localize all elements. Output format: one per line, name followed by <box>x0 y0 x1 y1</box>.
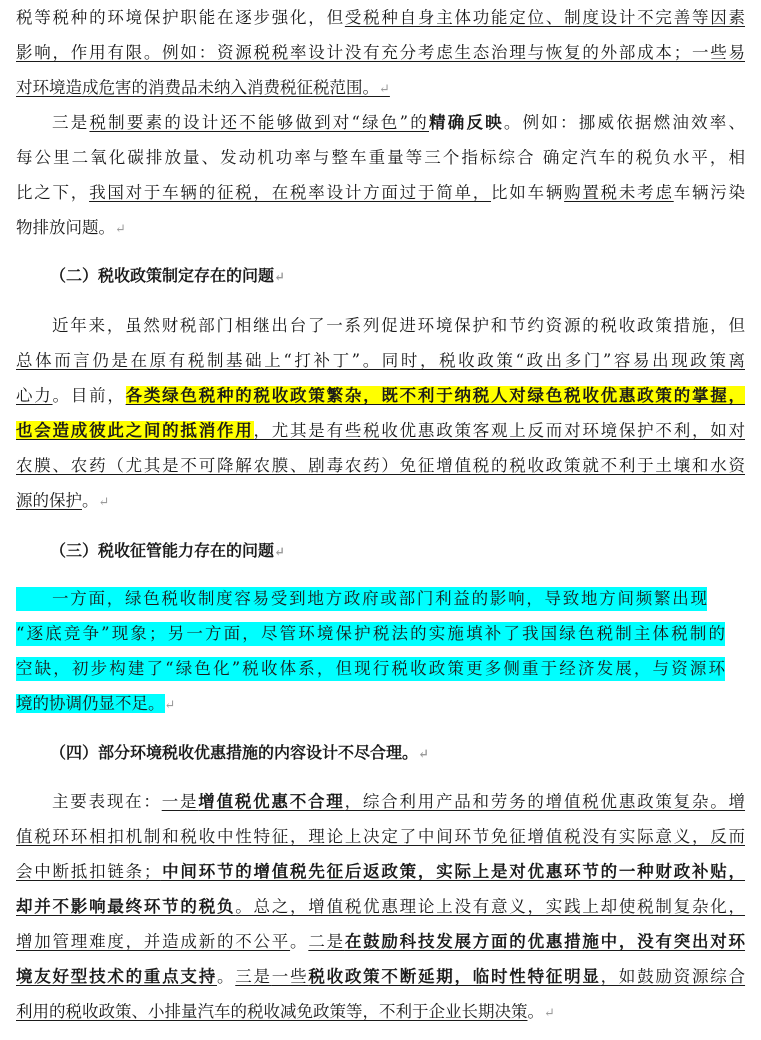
p1-line-2: 影响，作用有限。例如：资源税税率设计没有充分考虑生态治理与恢复的外部成本；一些易 <box>16 43 745 62</box>
paragraph-mark-icon: ↵ <box>274 270 285 285</box>
highlighted-text: 一方面，绿色税收制度容易受到地方政府或部门利益的影响，导致地方间频繁出现 <box>16 587 707 611</box>
paragraph-mark-icon: ↵ <box>418 747 429 762</box>
text-run: 对环境造成危害的消费品未纳入消费税征税范围。 <box>16 78 379 97</box>
underlined-text: 增加管理难度，并造成新的不公平 <box>16 932 291 951</box>
underlined-text: 购置税未考虑 <box>564 183 674 202</box>
underlined-text: 会中断抵扣链条； <box>16 862 161 881</box>
p3-line-2: 总体而言仍是在原有税制基础上“打补丁”。同时，税收政策“政出多门”容易出现政策离 <box>16 351 745 370</box>
text-run: 车辆污染 <box>673 183 746 202</box>
text-run: 。 <box>82 491 99 510</box>
p1-line-1 <box>16 6 745 30</box>
underlined-text: 。总之，增值税优惠理论上没有意义，实践上却使税制复杂化， <box>235 897 746 916</box>
paragraph-mark-icon: ↵ <box>98 495 110 510</box>
highlighted-bold-text: 也会造成彼此之间的抵消作用 <box>16 421 254 440</box>
heading-text: （二）税收政策制定存在的问题 <box>50 266 275 285</box>
highlighted-bold-text: 各类绿色税种的税收政策繁杂，既不利于纳税人对绿色税收优惠政策的掌握， <box>125 386 746 405</box>
p3-line-4 <box>16 419 745 443</box>
underlined-text: 二是 <box>308 932 345 951</box>
highlighted-text: “逐底竞争”现象；另一方面，尽管环境保护税法的实施填补了我国绿色税制主体税制的 <box>16 622 725 646</box>
underlined-text: 税制要素的设计还不能够做到对“绿色”的 <box>89 113 429 132</box>
text-run: 。 <box>290 932 309 951</box>
p5-line-1 <box>52 790 745 814</box>
bold-underlined-text: 增值税优惠不合理 <box>198 792 345 811</box>
underlined-text: 心力 <box>16 386 53 405</box>
p5-line-6 <box>16 965 745 989</box>
highlighted-text: 境的协调仍显不足。 <box>16 694 165 713</box>
text-run: 三是 <box>52 113 90 132</box>
paragraph-mark-icon: ↵ <box>379 82 390 97</box>
text-run: 。目前， <box>52 386 126 405</box>
paragraph-mark-icon: ↵ <box>274 545 285 560</box>
bold-underlined-text: 中间环节的增值税先征后返政策，实际上是对优惠环节的一种财政补贴， <box>160 862 746 881</box>
p3-line-1: 近年来，虽然财税部门相继出台了一系列促进环境保护和节约资源的税收政策措施，但 <box>52 316 745 335</box>
underlined-text: 利用的税收政策、小排量汽车的税收减免政策等，不利于企业长期决策 <box>16 1002 528 1021</box>
section-heading-2 <box>50 264 285 290</box>
underlined-text: 受税种自身主体功能定位、制度设计不完善等因素 <box>344 8 746 27</box>
underlined-text: ，如鼓励资源综合 <box>600 967 746 986</box>
underlined-text: 一是 <box>161 792 199 811</box>
text-run: 。 <box>527 1002 544 1021</box>
p3-line-5: 农膜、农药（尤其是不可降解农膜、剧毒农药）免征增值税的税收政策就不利于土壤和水资 <box>16 456 745 475</box>
p5-line-7 <box>16 1000 745 1026</box>
underlined-text: 三是 <box>235 967 272 986</box>
heading-text: （三）税收征管能力存在的问题 <box>50 541 275 560</box>
p5-line-2: 值税环环相扣机制和税收中性特征，理论上决定了中间环节免征增值税没有实际意义，反而 <box>16 827 745 846</box>
p5-line-5 <box>16 930 745 954</box>
p4-line-2 <box>16 622 725 646</box>
paragraph-mark-icon: ↵ <box>164 698 176 713</box>
underlined-text: 一些 <box>271 967 309 986</box>
bold-text: 精确反映 <box>429 113 504 132</box>
bold-underlined-text: 境友好型技术的重点支持 <box>16 967 217 986</box>
p5-line-3 <box>16 860 745 884</box>
text-run: 。 <box>216 967 236 986</box>
bold-underlined-text: 却并不影响最终环节的税负 <box>16 897 236 916</box>
underlined-text: ，综合利用产品和劳务的增值税优惠政策复杂。增 <box>344 792 746 811</box>
p1-line-3 <box>16 76 745 102</box>
underlined-text: 源的保护 <box>16 491 82 510</box>
p5-line-4 <box>16 895 745 919</box>
p4-line-1 <box>16 587 707 611</box>
text-run: 比之下， <box>16 183 90 202</box>
p4-line-4 <box>16 692 745 718</box>
text-run: 。例如：挪威依据燃油效率、 <box>503 113 746 132</box>
bold-underlined-text: 税收政策不断延期，临时性特征明显 <box>308 967 601 986</box>
bold-underlined-text: 在鼓励科技发展方面的优惠措施中，没有突出对环 <box>344 932 746 951</box>
highlighted-text: 空缺，初步构建了“绿色化”税收体系，但现行税收政策更多侧重于经济发展，与资源环 <box>16 657 725 681</box>
p2-line-4 <box>16 216 745 242</box>
text-run: 税等税种的环境保护职能在逐步强化，但 <box>16 8 345 27</box>
p2-line-3 <box>16 181 745 205</box>
p2-line-1 <box>52 111 745 135</box>
underlined-text: ，尤其是有些税收优惠政策客观上反而对环境保护不利，如对 <box>253 421 746 440</box>
p2-line-2: 每公里二氧化碳排放量、发动机功率与整车重量等三个指标综合 确定汽车的税负水平，相 <box>16 148 745 167</box>
section-heading-4 <box>50 741 429 767</box>
paragraph-mark-icon: ↵ <box>544 1006 555 1021</box>
paragraph-mark-icon: ↵ <box>115 222 126 237</box>
p3-line-6 <box>16 489 745 515</box>
underlined-text: 我国对于车辆的征税，在税率设计方面过于简单， <box>89 183 492 202</box>
text-run: 主要表现在： <box>52 792 162 811</box>
p4-line-3 <box>16 657 725 681</box>
text-run: 物排放问题。 <box>16 218 115 237</box>
text-run: 比如车辆 <box>491 183 565 202</box>
heading-text: （四）部分环境税收优惠措施的内容设计不尽合理。 <box>50 743 419 762</box>
p3-line-3 <box>16 384 745 408</box>
section-heading-3 <box>50 539 285 565</box>
